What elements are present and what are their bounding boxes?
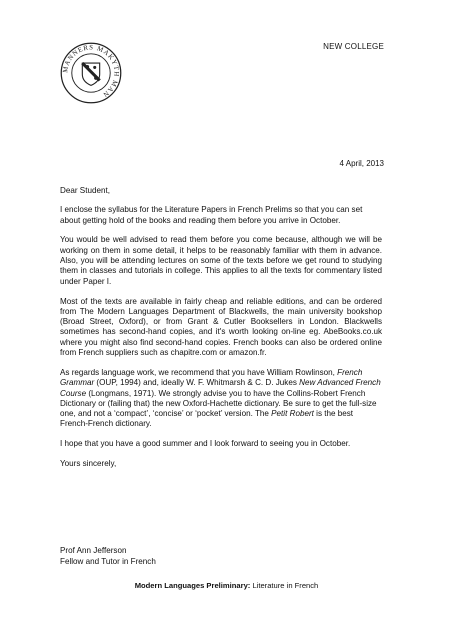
book-title-french-grammar: French Grammar [60,367,363,388]
letter-body [60,186,382,479]
salutation: Dear Student, [60,186,110,195]
p4-text-c: (OUP, 1994) and, ideally W. F. Whitmarsh & C. D. Jukes [94,378,300,388]
p4-text-e: (Longmans, 1971). We strongly advise you to have the Collins-Robert French Dictionary or (failing that) the new Oxford-Hachette dictionary. Be sure to get the full-size one, and not a ‘compact’, ‘concise’ or ‘pocket’ version. The [60,388,377,419]
seal-motto: MANNERS MAKYTH MAN [62,44,120,99]
paragraph-5: I hope that you have a good summer and I look forward to seeing you in October. [60,439,351,449]
letter-date: 4 April, 2013 [339,159,384,168]
book-title-petit-robert: Petit Robert [271,409,314,419]
p4-text-a: As regards language work, we recommend that you have William Rowlinson, [60,367,338,377]
college-seal-icon [60,42,122,104]
footer-bold: Modern Languages Preliminary: [134,581,251,590]
signature-block [60,545,156,567]
book-title-new-advanced-french-course: New Advanced French Course [60,378,381,398]
closing: Yours sincerely, [60,459,117,469]
paragraph-3: Most of the texts are available in fairly cheap and reliable editions, and can be ordered from The Modern Languages Department of Blackwells, the main university bookshop (Broad Street, Oxford), or from Grant & Cutler Booksellers in London. Blackwells sometimes has second-hand copies, and it's worth looking on-line eg. AbeBooks.co.uk where you might also find second-hand copies. French books can also be ordered online from French suppliers such as chapitre.com or amazon.fr. [60,296,382,358]
paragraph-1: I enclose the syllabus for the Literature Papers in French Prelims so that you can set about getting hold of the books and reading them before you arrive in October. [60,205,363,225]
signature-name: Prof Ann Jefferson [60,546,127,555]
footer-rest: Literature in French [250,581,319,590]
college-name: NEW COLLEGE [323,42,384,51]
page-footer [0,581,453,590]
paragraph-4 [60,368,382,430]
p4-text-g: is the best French-French dictionary. [60,409,354,429]
paragraph-2: You would be well advised to read them before you come because, although we will be working on them in some detail, it helps to be reasonably familiar with them in advance. Also, you will be attending lectures on some of the texts before we get round to studying them in classes and tutorials in college. This applies to all the texts for commentary listed under Paper I. [60,235,382,286]
signature-title: Fellow and Tutor in French [60,557,156,566]
